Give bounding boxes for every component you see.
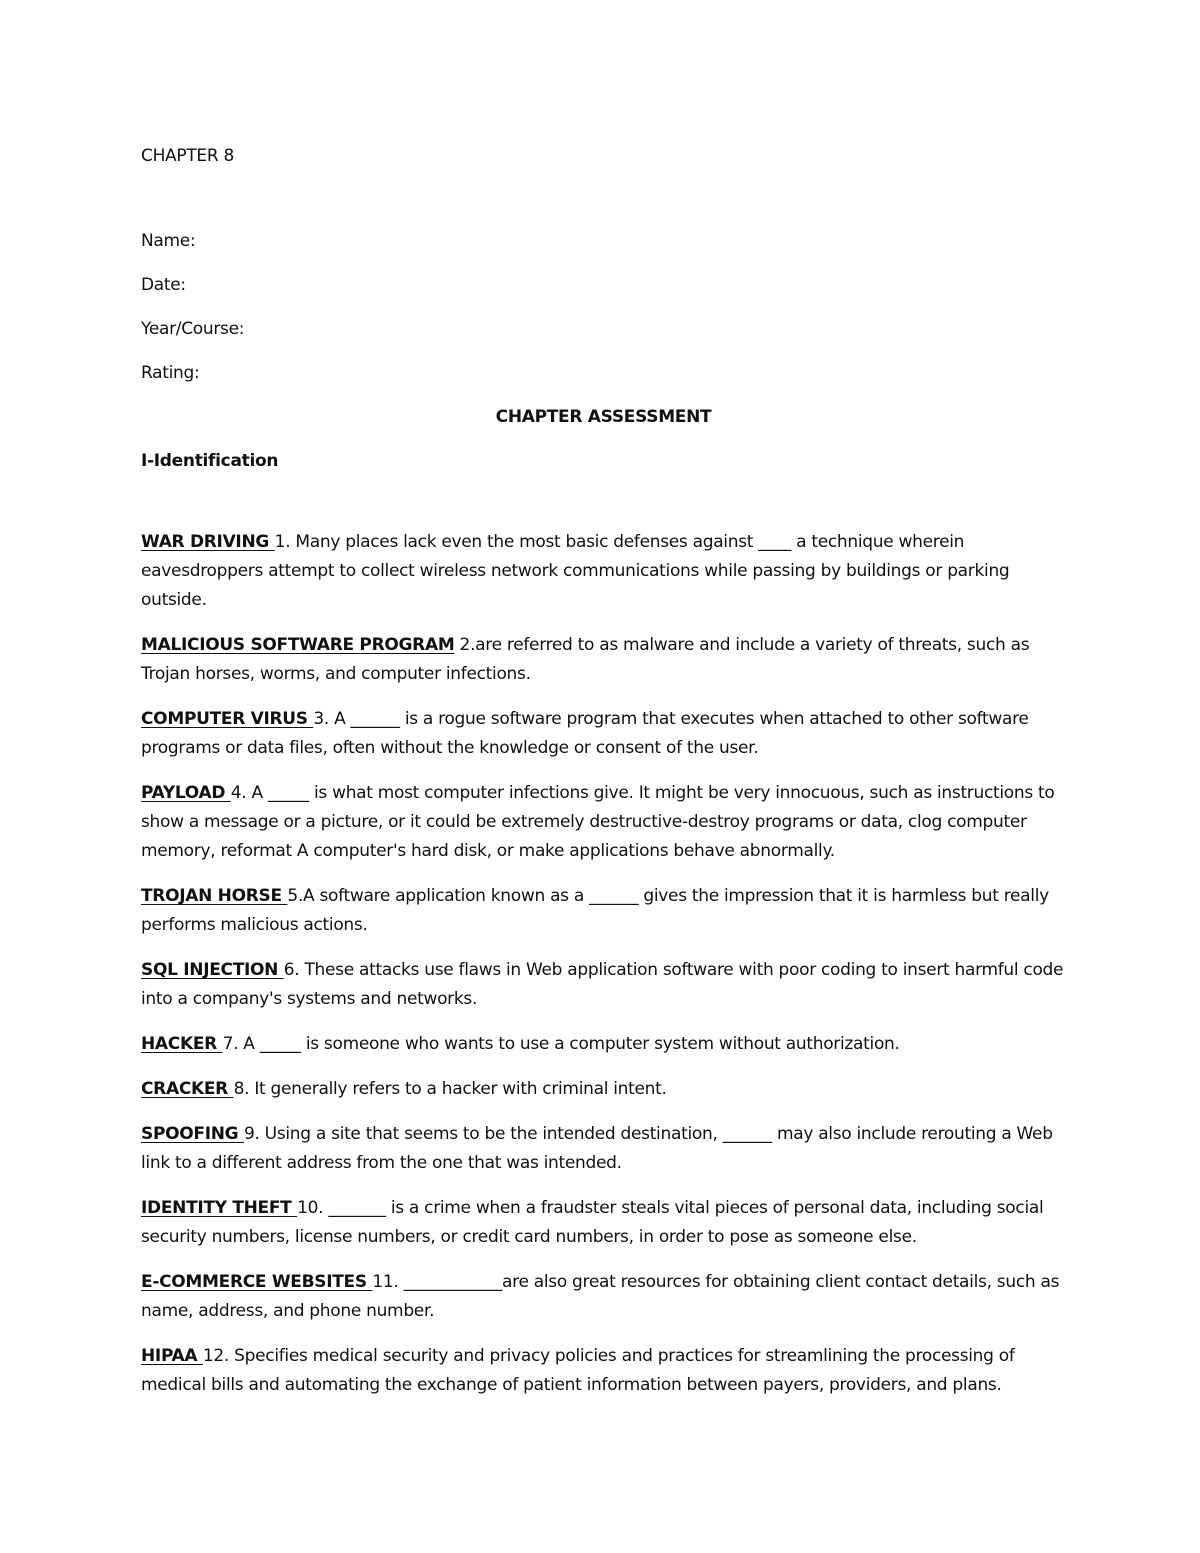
- question-text: 3. A ______ is a rogue software program that executes when attached to other software programs or data files, often without the knowledge or consent of the user.: [141, 709, 1029, 758]
- question-text: 10. _______ is a crime when a fraudster steals vital pieces of personal data, including social security numbers, license numbers, or credit card numbers, in order to pose as someone else.: [141, 1198, 1044, 1247]
- question-text: 12. Specifies medical security and privacy policies and practices for streamlining the processing of medical bills and automating the exchange of patient information between payers, providers, and plans.: [141, 1346, 1015, 1395]
- question-text: 2.are referred to as malware and include a variety of threats, such as Trojan horses, worms, and computer infections.: [141, 635, 1030, 684]
- chapter-label: CHAPTER 8: [141, 146, 234, 166]
- section-heading: I-Identification: [141, 451, 279, 471]
- question-text: 1. Many places lack even the most basic defenses against ____ a technique wherein eavesdroppers attempt to collect wireless network communications while passing by buildings or parking outside.: [141, 532, 1010, 610]
- question-item-4: [141, 779, 1066, 866]
- question-text: 4. A _____ is what most computer infections give. It might be very innocuous, such as instructions to show a message or a picture, or it could be extremely destructive-destroy programs or data, clog computer memory, reformat A computer's hard disk, or make applications behave abnormally.: [141, 783, 1055, 861]
- answer-text: E-COMMERCE WEBSITES: [141, 1272, 373, 1292]
- year-course-field-label: Year/Course:: [141, 319, 245, 339]
- answer-text: MALICIOUS SOFTWARE PROGRAM: [141, 635, 455, 655]
- answer-text: COMPUTER VIRUS: [141, 709, 314, 729]
- assessment-title: CHAPTER ASSESSMENT: [495, 407, 712, 427]
- question-item-6: [141, 956, 1066, 1014]
- question-item-7: [141, 1030, 1066, 1059]
- rating-field-label: Rating:: [141, 363, 200, 383]
- question-text: 7. A _____ is someone who wants to use a computer system without authorization.: [222, 1034, 900, 1054]
- answer-text: SPOOFING: [141, 1124, 244, 1144]
- answer-text: IDENTITY THEFT: [141, 1198, 298, 1218]
- name-field-label: Name:: [141, 231, 196, 251]
- answer-text: HACKER: [141, 1034, 223, 1054]
- question-text: 6. These attacks use flaws in Web application software with poor coding to insert harmful code into a company's systems and networks.: [141, 960, 1064, 1009]
- answer-text: SQL INJECTION: [141, 960, 284, 980]
- question-item-2: [141, 631, 1066, 689]
- question-text: 8. It generally refers to a hacker with criminal intent.: [233, 1079, 667, 1099]
- document-body: [141, 140, 1066, 1416]
- date-field-label: Date:: [141, 275, 186, 295]
- answer-text: TROJAN HORSE: [141, 886, 288, 906]
- question-item-10: [141, 1194, 1066, 1252]
- answer-text: PAYLOAD: [141, 783, 231, 803]
- question-text: 11. ____________are also great resources for obtaining client contact details, such as name, address, and phone number.: [141, 1272, 1060, 1321]
- question-text: 5.A software application known as a ______ gives the impression that it is harmless but really performs malicious actions.: [141, 886, 1049, 935]
- question-item-1: [141, 528, 1066, 615]
- question-item-3: [141, 705, 1066, 763]
- question-item-9: [141, 1120, 1066, 1178]
- answer-text: HIPAA: [141, 1346, 203, 1366]
- question-item-8: [141, 1075, 1066, 1104]
- answer-text: WAR DRIVING: [141, 532, 275, 552]
- question-item-11: [141, 1268, 1066, 1326]
- question-text: 9. Using a site that seems to be the intended destination, ______ may also include rerouting a Web link to a different address from the one that was intended.: [141, 1124, 1053, 1173]
- question-item-12: [141, 1342, 1066, 1400]
- answer-text: CRACKER: [141, 1079, 234, 1099]
- question-item-5: [141, 882, 1066, 940]
